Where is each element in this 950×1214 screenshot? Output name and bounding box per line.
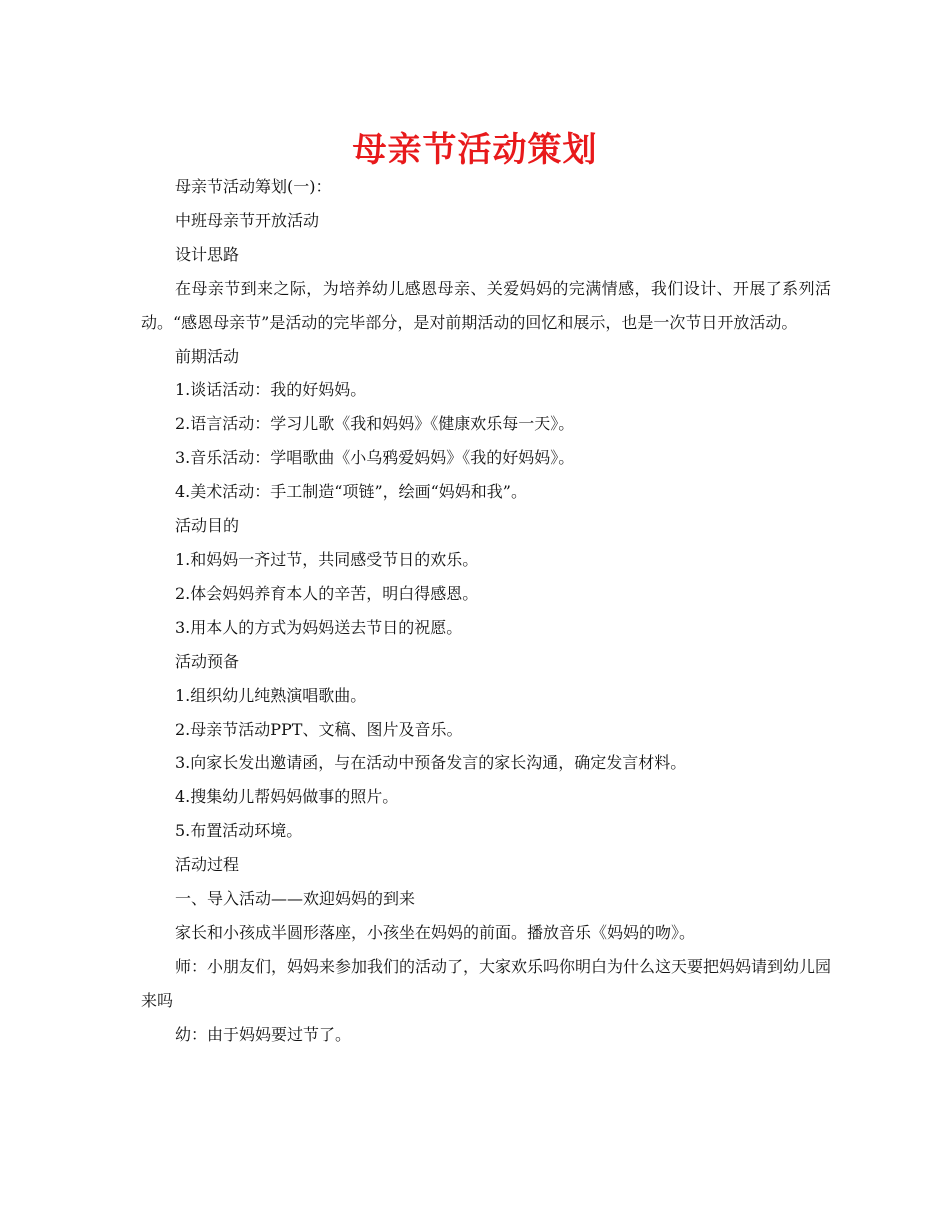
paragraph: 设计思路 bbox=[175, 244, 240, 264]
paragraph: 4.美术活动：手工制造“项链”，绘画“妈妈和我”。 bbox=[175, 482, 527, 502]
paragraph: 师：小朋友们，妈妈来参加我们的活动了，大家欢乐吗你明白为什么这天要把妈妈请到幼儿园来吗 bbox=[141, 956, 832, 1010]
paragraph: 一、导入活动——欢迎妈妈的到来 bbox=[175, 889, 416, 909]
paragraph: 家长和小孩成半圆形落座，小孩坐在妈妈的前面。播放音乐《妈妈的吻》。 bbox=[175, 922, 696, 942]
paragraph: 3.用本人的方式为妈妈送去节日的祝愿。 bbox=[175, 617, 463, 637]
paragraph: 活动预备 bbox=[175, 651, 240, 671]
paragraph: 1.和妈妈一齐过节，共同感受节日的欢乐。 bbox=[175, 549, 479, 569]
paragraph: 活动目的 bbox=[175, 516, 240, 536]
paragraph: 5.布置活动环境。 bbox=[175, 821, 303, 841]
paragraph: 1.组织幼儿纯熟演唱歌曲。 bbox=[175, 685, 367, 705]
paragraph: 2.语言活动：学习儿歌《我和妈妈》《健康欢乐每一天》。 bbox=[175, 414, 575, 434]
paragraph: 前期活动 bbox=[175, 346, 240, 366]
paragraph: 活动过程 bbox=[175, 855, 240, 875]
paragraph: 幼：由于妈妈要过节了。 bbox=[175, 1024, 352, 1044]
paragraph: 2.母亲节活动PPT、文稿、图片及音乐。 bbox=[175, 719, 463, 739]
paragraph: 3.向家长发出邀请函，与在活动中预备发言的家长沟通，确定发言材料。 bbox=[175, 753, 687, 773]
paragraph: 在母亲节到来之际，为培养幼儿感恩母亲、关爱妈妈的完满情感，我们设计、开展了系列活动。“感恩母亲节”是活动的完毕部分，是对前期活动的回忆和展示，也是一次节日开放活动。 bbox=[141, 278, 831, 332]
paragraph: 中班母亲节开放活动 bbox=[175, 210, 320, 230]
document-title: 母亲节活动策划 bbox=[352, 130, 598, 170]
document-body bbox=[141, 170, 831, 1052]
paragraph: 4.搜集幼儿帮妈妈做事的照片。 bbox=[175, 787, 399, 807]
paragraph: 1.谈话活动：我的好妈妈。 bbox=[175, 380, 367, 400]
paragraph: 母亲节活动筹划(一)： bbox=[175, 177, 332, 196]
paragraph: 2.体会妈妈养育本人的辛苦，明白得感恩。 bbox=[175, 583, 479, 603]
paragraph: 3.音乐活动：学唱歌曲《小乌鸦爱妈妈》《我的好妈妈》。 bbox=[175, 448, 575, 468]
